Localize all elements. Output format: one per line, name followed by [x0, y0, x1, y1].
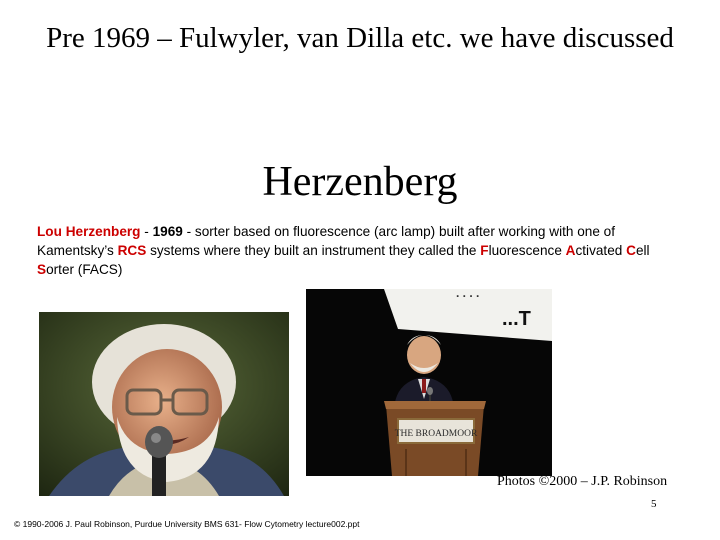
copyright-footer: © 1990-2006 J. Paul Robinson, Purdue University BMS 631- Flow Cytometry lecture002.ppt	[14, 519, 360, 529]
photo-credit: Photos ©2000 – J.P. Robinson	[497, 474, 668, 489]
body-text-1: - sorter based on fluorescence (arc lamp) built after working with one of Kamentsky’s	[37, 224, 616, 258]
year: 1969	[152, 224, 183, 239]
separator: -	[140, 224, 153, 239]
acronym-a-rest: ctivated	[575, 243, 627, 258]
body-text-2: systems where they built an instrument they called the	[146, 243, 481, 258]
podium-sign-text: THE BROADMOOR	[394, 429, 478, 439]
acronym-s-rest: orter (FACS)	[46, 262, 123, 277]
acronym-c-rest: ell	[635, 243, 650, 258]
slide-subtitle: Herzenberg	[262, 159, 458, 205]
portrait-photo	[39, 312, 289, 496]
body-paragraph	[37, 222, 657, 279]
portrait-illustration	[39, 312, 289, 496]
slide-title: Pre 1969 – Fulwyler, van Dilla etc. we have discussed	[46, 22, 674, 54]
svg-text:. . . .: . . . .	[456, 289, 480, 300]
screen-text: ...T	[502, 308, 531, 330]
acronym-a: A	[565, 243, 576, 258]
acronym-c: C	[626, 243, 636, 258]
podium-photo	[306, 289, 552, 476]
acronym-s: S	[37, 262, 47, 277]
rcs-label: RCS	[117, 243, 147, 258]
podium-illustration	[306, 289, 552, 476]
acronym-f: F	[480, 243, 489, 258]
page-number: 5	[651, 498, 657, 510]
person-name: Lou Herzenberg	[37, 224, 141, 239]
acronym-f-rest: luorescence	[488, 243, 566, 258]
